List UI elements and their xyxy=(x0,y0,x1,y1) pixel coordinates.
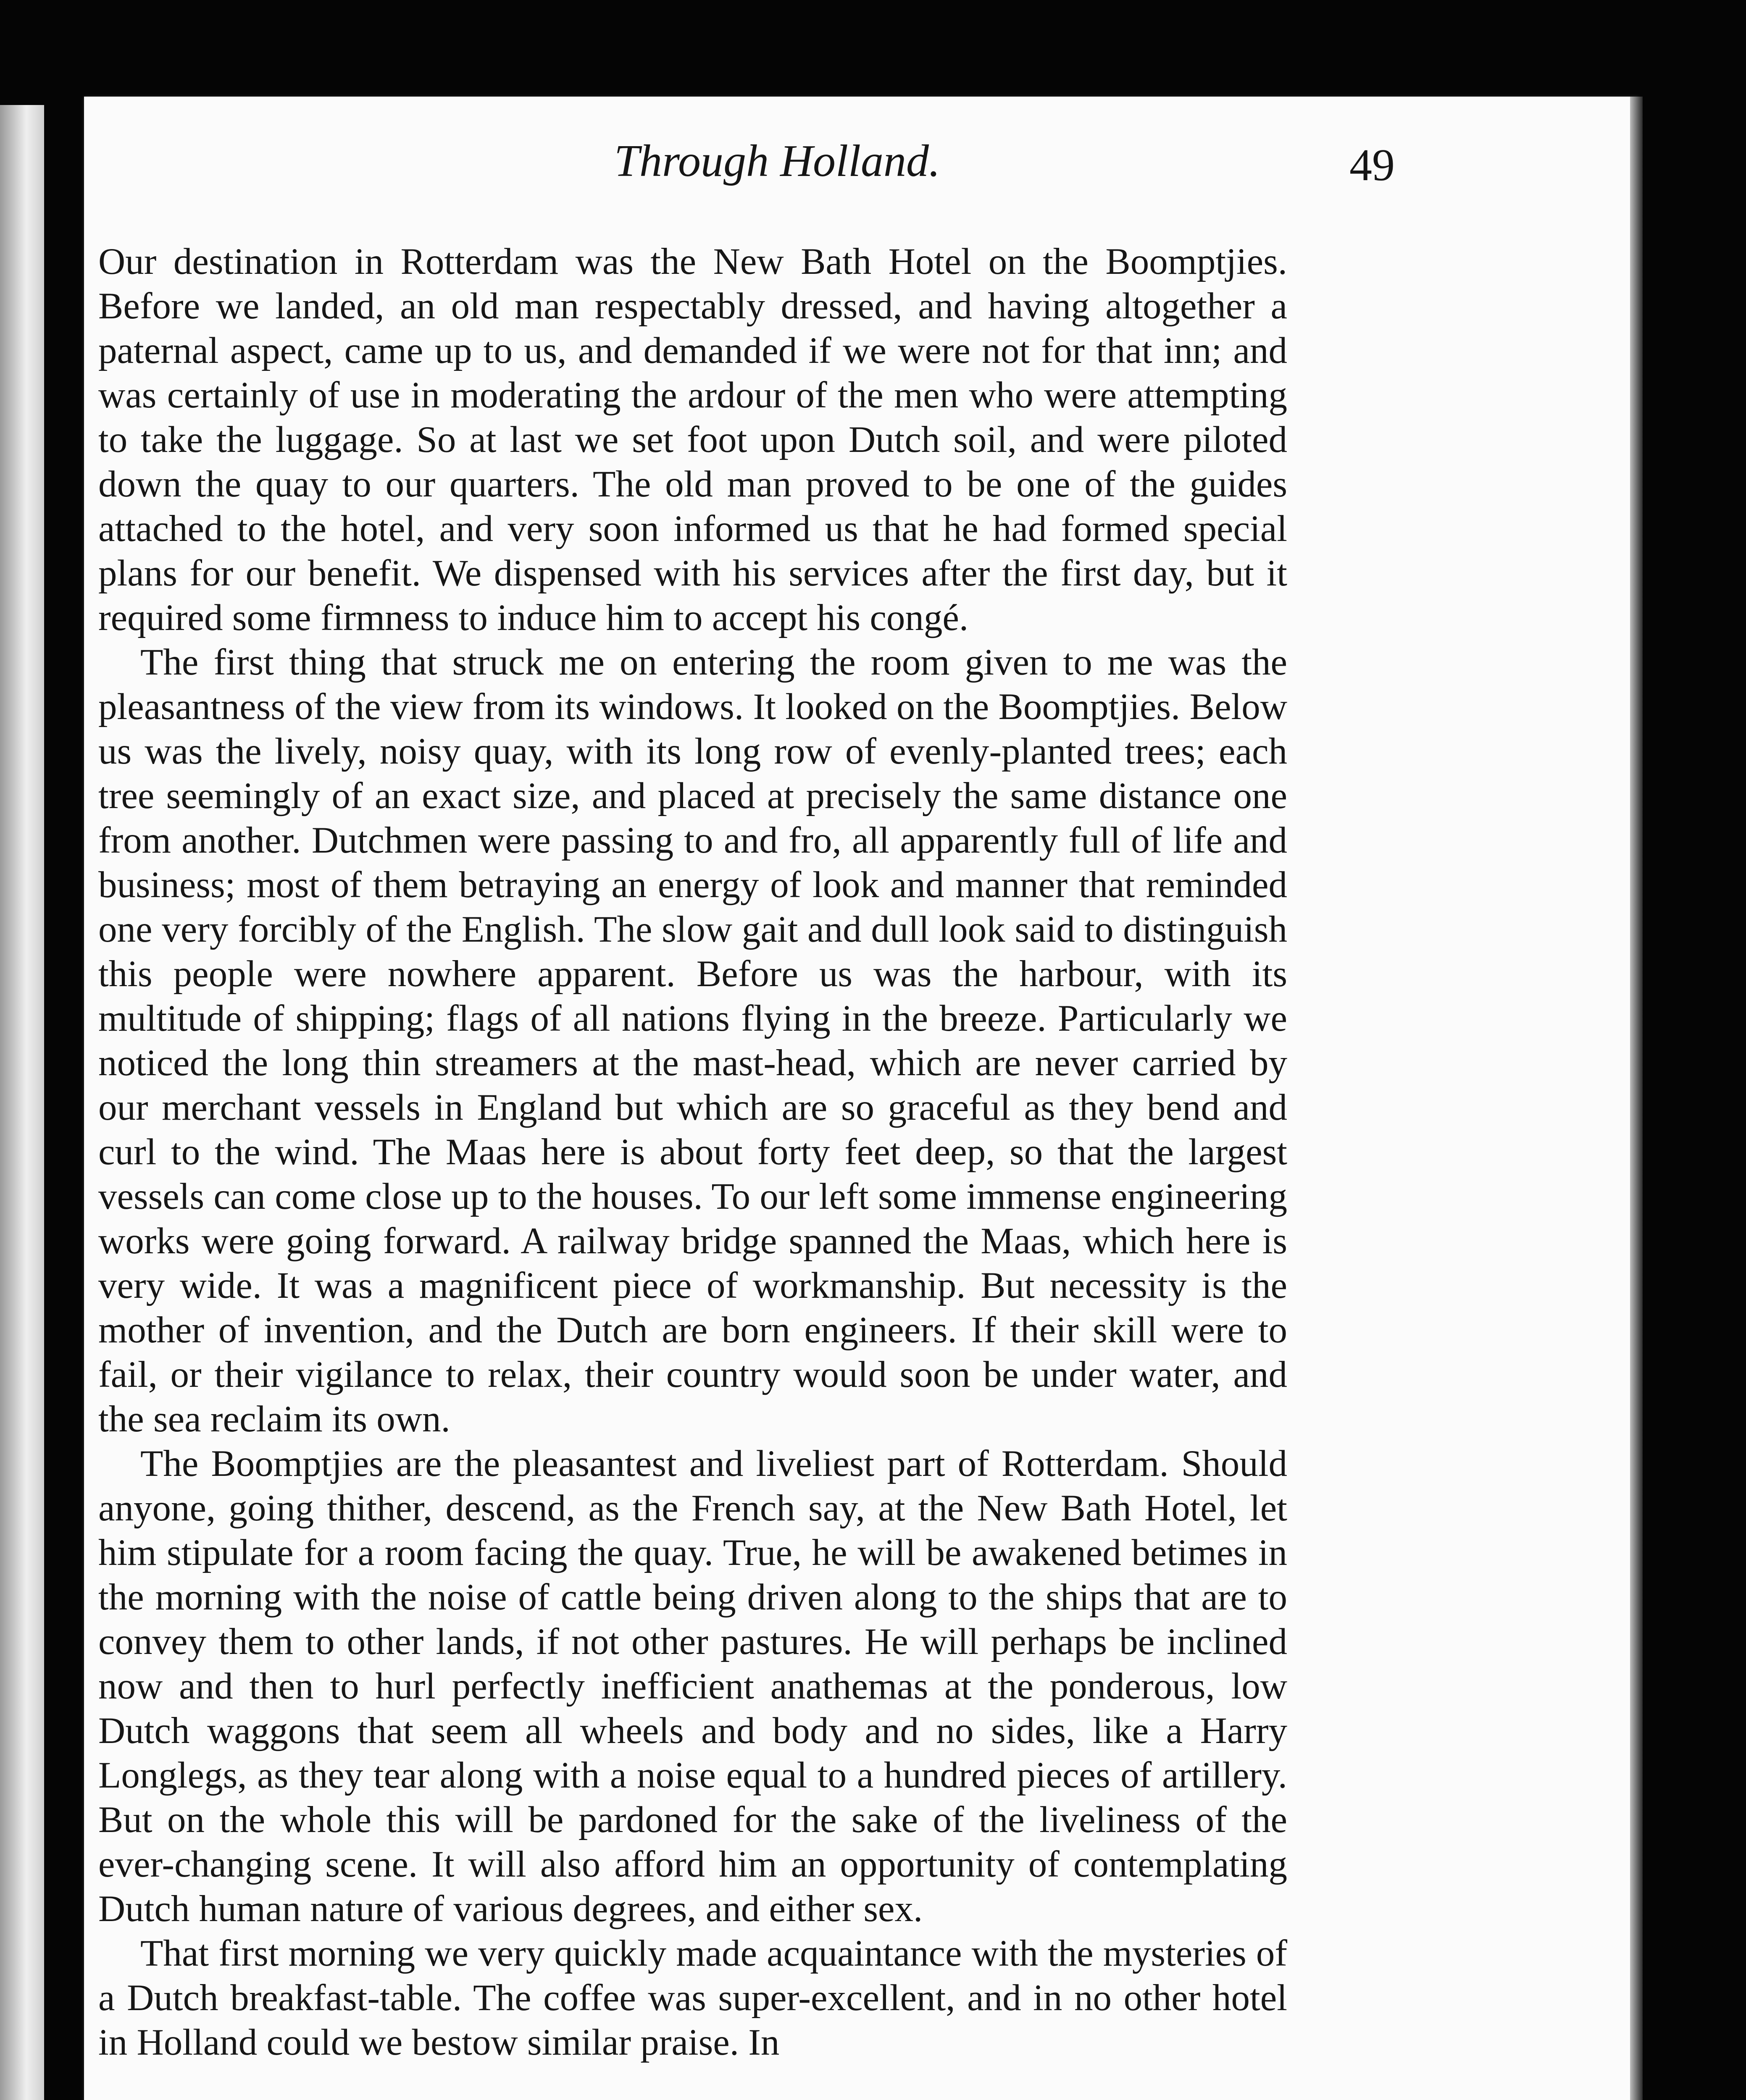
paragraph: The Boomptjies are the pleasantest and liveliest part of Rotterdam. Should anyone, going thither, descend, as the French say, at the New Bath Hotel, let him stipulate for a room facing the quay. True, he will be awakened betimes in the morning with the noise of cattle being driven along to the ships that are to convey them to other lands, if not other pastures. He will perhaps be inclined now and then to hurl perfectly inefficient anathemas at the ponderous, low Dutch waggons that seem all wheels and body and no sides, like a Harry Longlegs, as they tear along with a noise equal to a hundred pieces of artillery. But on the whole this will be pardoned for the sake of the liveliness of the ever-changing scene. It will also afford him an opportunity of contemplating Dutch human nature of various degrees, and either sex. xyxy=(98,1443,1287,1929)
page-edge-shadow xyxy=(1630,97,1643,2100)
paragraph: Our destination in Rotterdam was the New Bath Hotel on the Boomptjies. Before we landed, an old man respectably dressed, and having altogether a paternal aspect, came up to us, and demanded if we were not for that inn; and was certainly of use in moderating the ardour of the men who were attempting to take the luggage. So at last we set foot upon Dutch soil, and were piloted down the quay to our quarters. The old man proved to be one of the guides attached to the hotel, and very soon informed us that he had formed special plans for our benefit. We dispensed with his services after the first day, but it required some firmness to induce him to accept his congé. xyxy=(98,241,1287,638)
body-text xyxy=(98,239,1287,2065)
paragraph: That first morning we very quickly made acquaintance with the mysteries of a Dutch breakfast-table. The coffee was super-excellent, and in no other hotel in Holland could we bestow similar praise. In xyxy=(98,1933,1287,2063)
left-page-edge xyxy=(0,105,44,2100)
running-head: Through Holland. xyxy=(614,136,941,186)
paragraph: The first thing that struck me on entering the room given to me was the pleasantness of the view from its windows. It looked on the Boomptjies. Below us was the lively, noisy quay, with its long row of evenly-planted trees; each tree seemingly of an exact size, and placed at precisely the same distance one from another. Dutchmen were passing to and fro, all apparently full of life and business; most of them betraying an energy of look and manner that reminded one very forcibly of the English. The slow gait and dull look said to distinguish this people were nowhere apparent. Before us was the harbour, with its multitude of shipping; flags of all nations flying in the breeze. Particularly we noticed the long thin streamers at the mast-head, which are never carried by our merchant vessels in England but which are so graceful as they bend and curl to the wind. The Maas here is about forty feet deep, so that the largest vessels can come close up to the houses. To our left some immense engineering works were going forward. A railway bridge spanned the Maas, which here is very wide. It was a magnificent piece of workmanship. But necessity is the mother of invention, and the Dutch are born engineers. If their skill were to fail, or their vigilance to relax, their country would soon be under water, and the sea reclaim its own. xyxy=(98,642,1287,1440)
page-number: 49 xyxy=(1349,140,1395,190)
